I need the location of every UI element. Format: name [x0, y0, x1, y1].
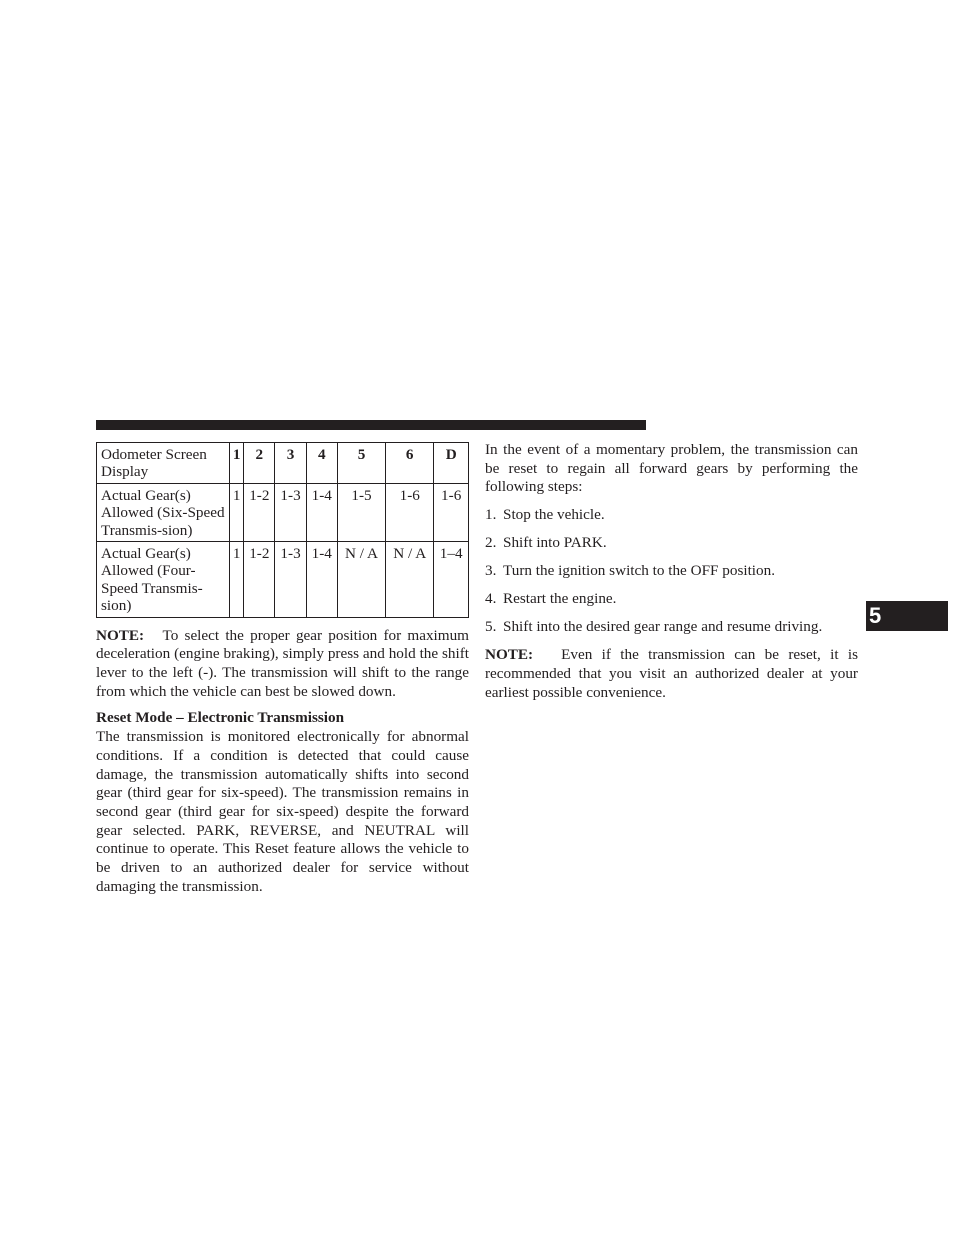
note-text: Even if the transmission can be reset, it is recommended that you visit an authorized dealer at your earliest possible convenience. [485, 646, 859, 701]
table-header-cell: D [434, 443, 469, 484]
table-cell: 1-4 [306, 483, 337, 541]
table-cell: 1-5 [337, 483, 385, 541]
list-item [485, 534, 858, 553]
table-cell: 1 [230, 483, 244, 541]
step-text: Restart the engine. [503, 590, 617, 608]
step-text: Shift into the desired gear range and resume driving. [503, 618, 823, 636]
step-number: 4. [485, 590, 497, 608]
table-cell: 1-4 [306, 542, 337, 618]
step-number: 3. [485, 562, 497, 580]
table-cell: 1-6 [386, 483, 434, 541]
body-paragraph-second [485, 441, 858, 497]
chapter-tab [866, 601, 948, 631]
chapter-number: 5 [869, 603, 882, 628]
note-paragraph [96, 627, 469, 702]
gear-table [96, 442, 469, 618]
section-heading: Reset Mode – Electronic Transmission [96, 709, 345, 727]
step-number: 2. [485, 534, 497, 552]
table-cell: 1-2 [244, 483, 275, 541]
table-row-label: Actual Gear(s) Allowed (Four-Speed Transmis-sion) [97, 542, 230, 618]
table-header-row [97, 443, 469, 484]
table-cell: 1-6 [434, 483, 469, 541]
body-text: In the event of a momentary problem, the transmission can be reset to regain all forward gears by performing the following steps: [485, 441, 858, 496]
note-text: To select the proper gear position for maximum deceleration (engine braking), simply press and hold the shift lever to the left (-). The transmission will shift to the range from which the vehicle can best be slowed down. [96, 626, 469, 700]
table-header-cell: 3 [275, 443, 306, 484]
header-rule [96, 420, 646, 430]
left-column [96, 441, 469, 897]
step-text: Stop the vehicle. [503, 506, 605, 524]
list-item [485, 590, 858, 609]
body-text: The transmission is monitored electronically for abnormal conditions. If a condition is detected that could cause damage, the transmission automatically shifts into second gear (third gear for six-speed). The transmission remains in second gear (third gear for six-speed) despite the forward gear selected. PARK, REVERSE, and NEUTRAL will continue to operate. This Reset feature allows the vehicle to be driven to an authorized dealer for service without damaging the transmission. [96, 728, 469, 895]
table-cell: 1-3 [275, 542, 306, 618]
right-column [485, 441, 858, 702]
step-text: Shift into PARK. [503, 534, 607, 552]
body-paragraph-first [96, 728, 469, 896]
table-header-cell: 4 [306, 443, 337, 484]
step-number: 1. [485, 506, 497, 524]
table-header-cell: 5 [337, 443, 385, 484]
table-cell: 1-3 [275, 483, 306, 541]
step-number: 5. [485, 618, 497, 636]
table-cell: N / A [337, 542, 385, 618]
table-row [97, 483, 469, 541]
table-cell: N / A [386, 542, 434, 618]
table-header-cell: 2 [244, 443, 275, 484]
table-row [97, 542, 469, 618]
table-row-label: Actual Gear(s) Allowed (Six-Speed Transmis-sion) [97, 483, 230, 541]
note-paragraph-second [485, 646, 858, 702]
steps-list [485, 506, 858, 637]
table-cell: 1-2 [244, 542, 275, 618]
table-header-label: Odometer Screen Display [97, 443, 230, 484]
table-cell: 1 [230, 542, 244, 618]
table-header-cell: 1 [230, 443, 244, 484]
list-item [485, 562, 858, 581]
list-item [485, 506, 858, 525]
table-header-cell: 6 [386, 443, 434, 484]
note-label: NOTE: [485, 646, 534, 664]
step-text: Turn the ignition switch to the OFF position. [503, 562, 775, 580]
note-label: NOTE: [96, 626, 145, 644]
table-cell: 1–4 [434, 542, 469, 618]
list-item [485, 618, 858, 637]
